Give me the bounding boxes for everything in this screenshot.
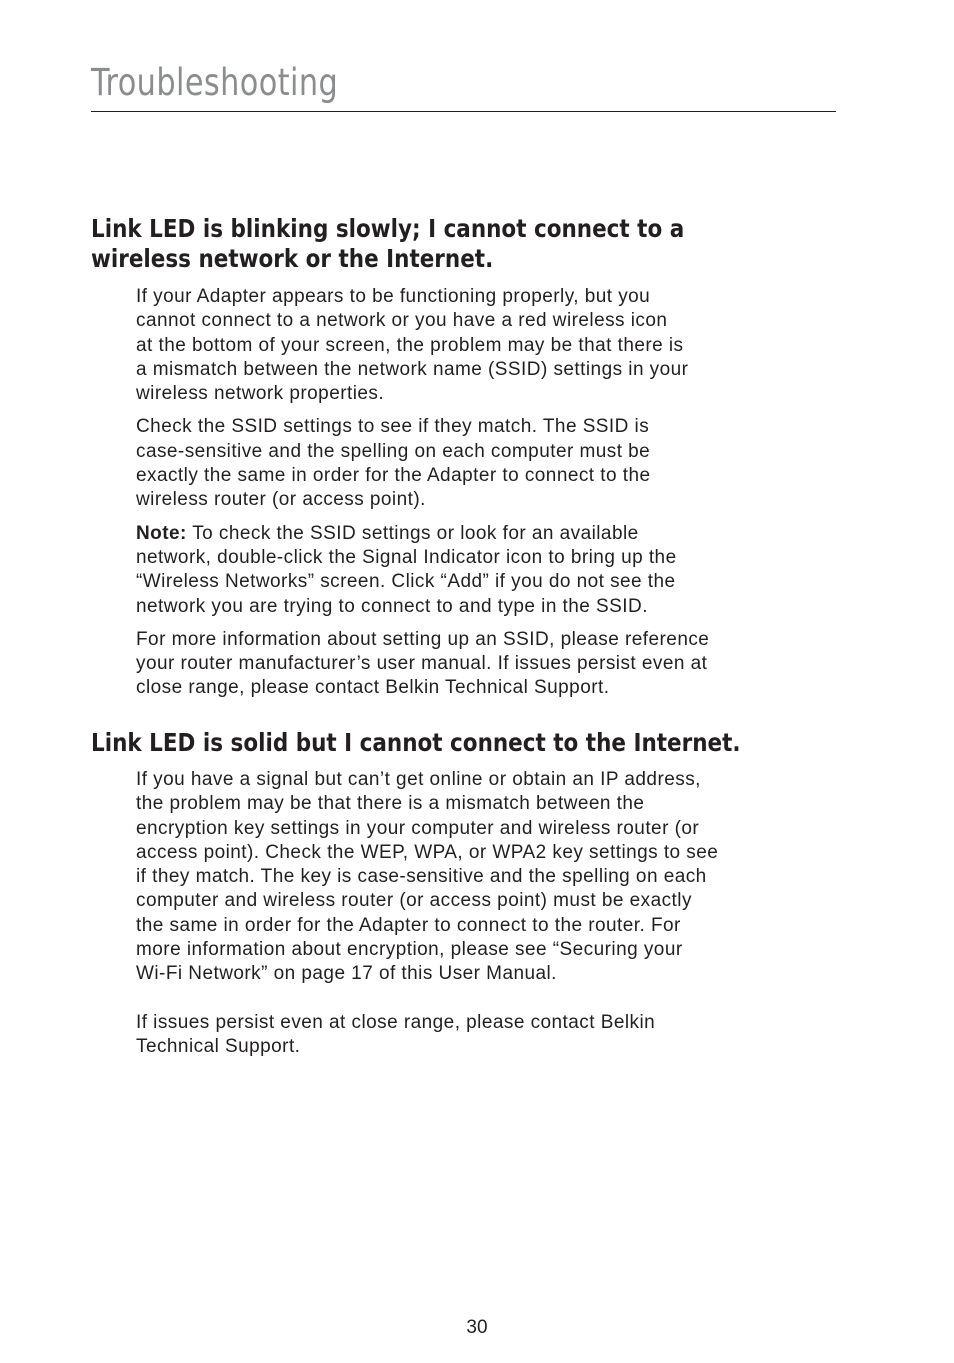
text-line: access point). Check the WEP, WPA, or WPA2 key settings to see: [136, 841, 719, 863]
text-line: your router manufacturer’s user manual. If issues persist even at: [136, 653, 708, 675]
text-line: the problem may be that there is a mismatch between the: [136, 793, 645, 815]
text-line: cannot connect to a network or you have a red wireless icon: [136, 310, 668, 332]
section-body-blinking: [136, 285, 806, 710]
heading-line: wireless network or the Internet.: [91, 244, 494, 273]
text-line: case-sensitive and the spelling on each computer must be: [136, 440, 651, 462]
text-line: Wi-Fi Network” on page 17 of this User Manual.: [136, 963, 557, 985]
header-divider: [91, 111, 836, 112]
text-line: encryption key settings in your computer and wireless router (or: [136, 817, 700, 839]
text-line: [136, 522, 806, 546]
text-line: a mismatch between the network name (SSID) settings in your: [136, 358, 689, 380]
text-line: If issues persist even at close range, please contact Belkin: [136, 1011, 656, 1033]
text-line: wireless router (or access point).: [136, 489, 426, 511]
text-line: the same in order for the Adapter to connect to the router. For: [136, 914, 681, 936]
heading-line: Link LED is blinking slowly; I cannot connect to a: [91, 214, 685, 243]
paragraph-adapter-functioning: [136, 285, 806, 406]
text-line: more information about encryption, please see “Securing your: [136, 939, 683, 961]
note-label: Note:: [136, 522, 187, 544]
page-header: [91, 58, 836, 108]
text-line: For more information about setting up an SSID, please reference: [136, 628, 710, 650]
section-body-solid: [136, 768, 806, 1068]
text-line: If you have a signal but can’t get online or obtain an IP address,: [136, 769, 701, 790]
text-line: network, double-click the Signal Indicator icon to bring up the: [136, 546, 677, 568]
text-line: network you are trying to connect to and type in the SSID.: [136, 595, 648, 617]
section-heading-solid: Link LED is solid but I cannot connect to the Internet.: [91, 728, 741, 757]
text-line: exactly the same in order for the Adapter to connect to the: [136, 465, 651, 487]
text-line: Technical Support.: [136, 1035, 301, 1057]
page-title: Troubleshooting: [91, 61, 339, 104]
text-line: computer and wireless router (or access point) must be exactly: [136, 890, 692, 912]
text-line: close range, please contact Belkin Technical Support.: [136, 677, 610, 699]
text-line: wireless network properties.: [136, 383, 385, 405]
paragraph-note: [136, 522, 806, 619]
paragraph-contact-support: [136, 1011, 806, 1060]
paragraph-encryption-mismatch: [136, 768, 806, 987]
text-line: If your Adapter appears to be functioning properly, but you: [136, 286, 651, 307]
paragraph-check-ssid: [136, 415, 806, 512]
paragraph-more-info-ssid: [136, 628, 806, 701]
text-line: if they match. The key is case-sensitive and the spelling on each: [136, 866, 707, 888]
text-line: “Wireless Networks” screen. Click “Add” if you do not see the: [136, 571, 676, 593]
text-line: at the bottom of your screen, the problem may be that there is: [136, 334, 684, 356]
section-heading-blinking: [91, 214, 684, 274]
page-number: 30: [466, 1317, 488, 1338]
text-line: Check the SSID settings to see if they match. The SSID is: [136, 416, 650, 438]
note-text: To check the SSID settings or look for an available: [186, 522, 639, 544]
